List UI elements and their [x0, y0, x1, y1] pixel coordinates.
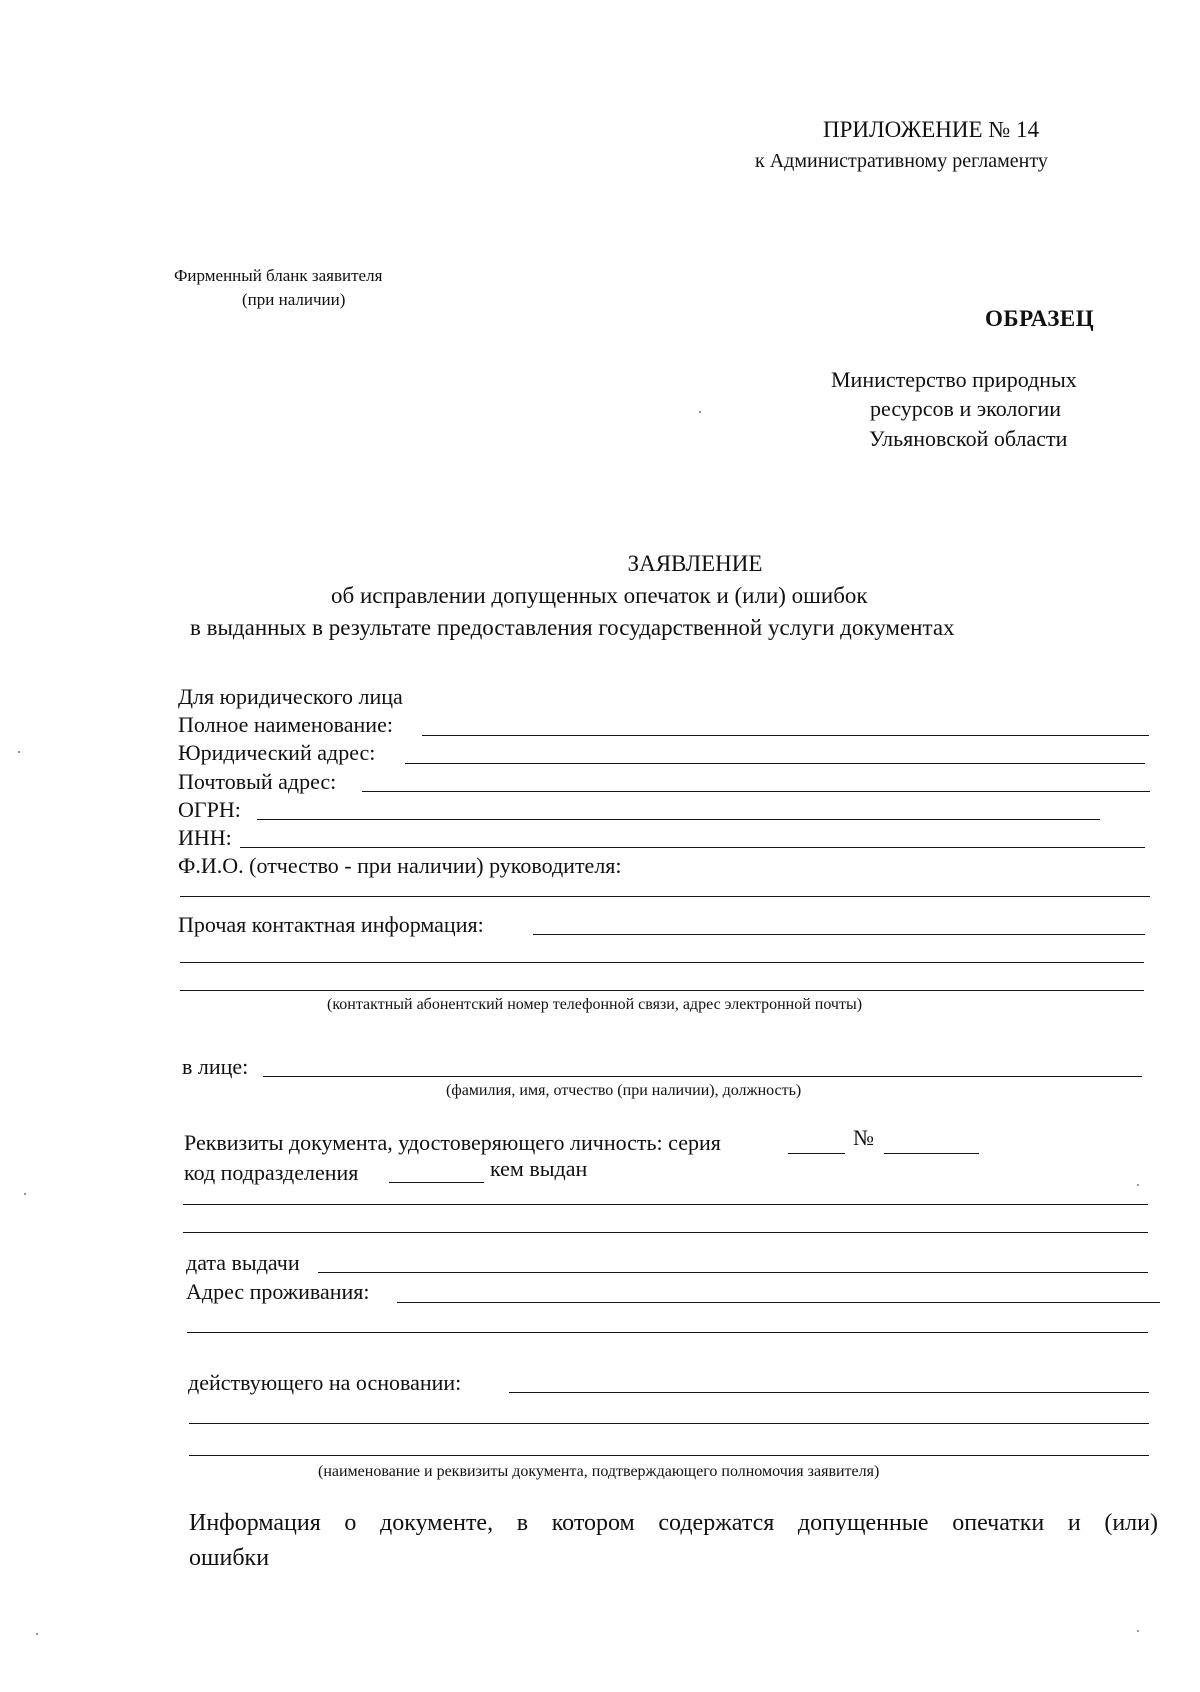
document-title: ЗАЯВЛЕНИЕ — [627, 551, 763, 576]
in-person-field[interactable] — [263, 1076, 1142, 1077]
legal-address-label: Юридический адрес: — [178, 740, 376, 765]
issued-by-field[interactable] — [183, 1204, 1148, 1205]
appendix-reference: к Административному регламенту — [755, 150, 1048, 172]
in-person-label: в лице: — [182, 1054, 249, 1079]
id-number-sign: № — [853, 1125, 874, 1150]
document-info-line-2: ошибки — [189, 1545, 270, 1571]
inn-field[interactable] — [240, 847, 1145, 848]
legal-entity-heading: Для юридического лица — [178, 684, 403, 709]
ogrn-label: ОГРН: — [178, 797, 241, 822]
document-subtitle: об исправлении допущенных опечаток и (или) ошибок — [331, 583, 868, 608]
appendix-number: ПРИЛОЖЕНИЕ № 14 — [823, 117, 1040, 142]
issue-date-label: дата выдачи — [186, 1250, 300, 1275]
document-subtitle-2: в выданных в результате предоставления государственной услуги документах — [190, 615, 955, 640]
letterhead-label: Фирменный бланк заявителя — [174, 266, 383, 285]
other-contacts-field-2[interactable] — [180, 962, 1144, 963]
head-name-field[interactable] — [180, 896, 1150, 897]
acting-basis-label: действующего на основании: — [188, 1370, 462, 1395]
id-details-label: Реквизиты документа, удостоверяющего личность: серия — [184, 1130, 721, 1155]
document-info-line-1: Информация о документе, в котором содержатся допущенные опечатки и (или) — [189, 1510, 1158, 1536]
division-code-field[interactable] — [389, 1182, 484, 1183]
division-code-label: код подразделения — [184, 1160, 359, 1185]
other-contacts-field[interactable] — [533, 934, 1145, 935]
letterhead-note: (при наличии) — [242, 290, 346, 309]
basis-caption: (наименование и реквизиты документа, подтверждающего полномочия заявителя) — [318, 1463, 880, 1480]
addressee-line-3: Ульяновской области — [869, 426, 1068, 451]
issued-by-field-2[interactable] — [183, 1232, 1148, 1233]
head-name-label: Ф.И.О. (отчество - при наличии) руководителя: — [178, 853, 622, 878]
inn-label: ИНН: — [178, 825, 232, 850]
addressee-line-2: ресурсов и экологии — [870, 396, 1061, 421]
residence-address-field-2[interactable] — [187, 1332, 1148, 1333]
id-series-field[interactable] — [788, 1153, 845, 1154]
addressee-line-1: Министерство природных — [831, 367, 1077, 392]
sample-stamp: ОБРАЗЕЦ — [985, 306, 1095, 331]
full-name-field[interactable] — [422, 735, 1149, 736]
acting-basis-field[interactable] — [509, 1392, 1149, 1393]
ogrn-field[interactable] — [257, 819, 1100, 820]
full-name-label: Полное наименование: — [178, 712, 393, 737]
acting-basis-field-3[interactable] — [189, 1455, 1149, 1456]
residence-address-field[interactable] — [397, 1302, 1160, 1303]
postal-address-field[interactable] — [362, 791, 1150, 792]
id-number-field[interactable] — [884, 1153, 979, 1154]
contacts-caption: (контактный абонентский номер телефонной связи, адрес электронной почты) — [327, 996, 863, 1013]
other-contacts-field-3[interactable] — [180, 990, 1144, 991]
postal-address-label: Почтовый адрес: — [178, 769, 337, 794]
residence-address-label: Адрес проживания: — [186, 1279, 370, 1304]
acting-basis-field-2[interactable] — [189, 1423, 1149, 1424]
issued-by-label: кем выдан — [490, 1156, 588, 1181]
legal-address-field[interactable] — [405, 763, 1145, 764]
issue-date-field[interactable] — [318, 1272, 1148, 1273]
in-person-caption: (фамилия, имя, отчество (при наличии), должность) — [446, 1082, 802, 1099]
other-contacts-label: Прочая контактная информация: — [178, 912, 484, 937]
